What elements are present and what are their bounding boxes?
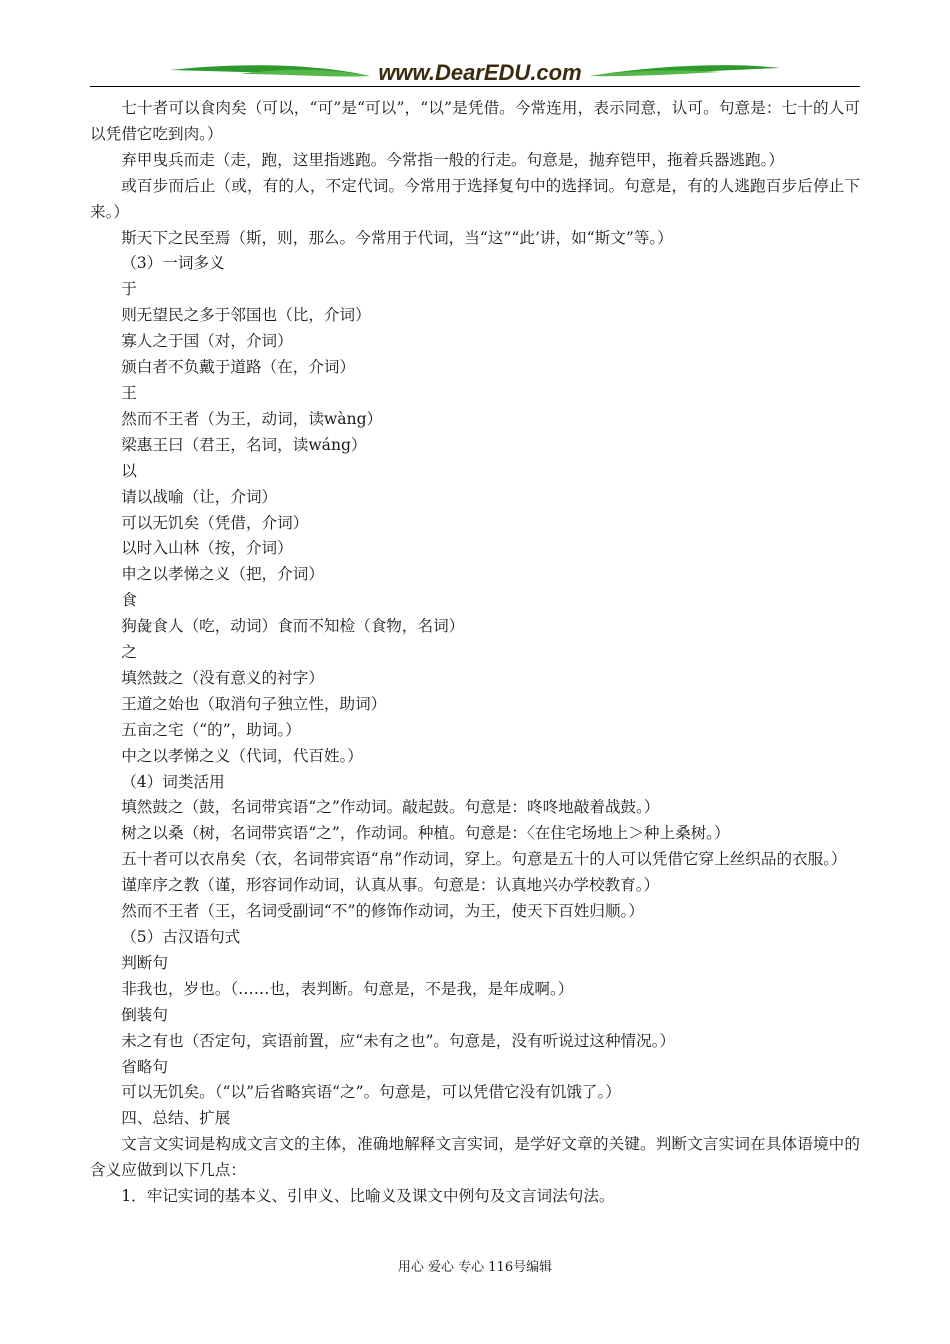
text-paragraph: 四、总结、扩展 [121,1109,231,1128]
leaf-swoosh-logo [90,56,860,90]
text-paragraph: 倒装句 [121,1005,168,1024]
text-paragraph: （5）古汉语句式 [121,928,241,946]
text-paragraph: （4）词类活用 [121,772,225,791]
header-divider [90,86,860,87]
text-paragraph: 颁白者不负戴于道路（在，介词） [121,358,356,377]
text-paragraph: 请以战喻（让，介词） [121,487,278,506]
text-paragraph: 五十者可以衣帛矣（衣，名词带宾语“帛”作动词，穿上。句意是五十的人可以凭借它穿上丝织品的衣服。） [121,850,847,869]
text-paragraph: 弃甲曳兵而走（走，跑，这里指逃跑。今常指一般的行走。句意是，抛弃铠甲，拖着兵器逃跑。） [121,150,784,169]
text-paragraph: 可以无饥矣（凭借，介词） [121,513,309,532]
logo-text: www.DearEDU.com [378,60,582,85]
text-paragraph: 填然鼓之（没有意义的衬字） [121,668,324,687]
text-paragraph: 之 [121,643,137,662]
text-paragraph: 狗彘食人（吃，动词）食而不知检（食物，名词） [121,617,465,636]
text-paragraph: 未之有也（否定句，宾语前置，应“未有之也”。句意是，没有听说过这种情况。） [121,1031,676,1050]
text-paragraph: 填然鼓之（鼓，名词带宾语“之”作动词。敲起鼓。句意是：咚咚地敲着战鼓。） [121,798,660,817]
text-paragraph: 1．牢记实词的基本义、引申义、比喻义及课文中例句及文言词法句法。 [121,1187,615,1206]
text-paragraph: 省略句 [121,1057,168,1076]
document-body [90,96,860,1210]
text-paragraph: 以 [121,461,137,480]
text-paragraph: 树之以桑（树，名词带宾语“之”，作动词。种植。句意是：〈在住宅场地上＞种上桑树。） [121,824,730,843]
text-paragraph: 梁惠王曰（君王，名词，读wáng） [121,435,367,454]
text-paragraph: 王 [121,383,137,402]
text-paragraph: 于 [121,280,137,299]
text-paragraph: 五亩之宅（“的”，助词。） [121,720,301,739]
text-paragraph: 则无望民之多于邻国也（比，介词） [121,306,371,325]
site-header-logo [90,56,860,90]
text-paragraph: 食 [121,591,137,610]
page-footer: 用心 爱心 专心 116号编辑 [397,1260,553,1275]
text-paragraph: 寡人之于国（对，介词） [121,332,293,351]
text-paragraph: 非我也，岁也。（……也，表判断。句意是，不是我，是年成啊。） [121,979,574,998]
text-paragraph: 谨庠序之教（谨，形容词作动词，认真从事。句意是：认真地兴办学校教育。） [121,876,660,895]
text-paragraph: 斯天下之民至焉（斯，则，那么。今常用于代词，当“这”“此’讲，如“斯文”等。） [121,228,673,247]
text-paragraph: 然而不王者（为王，动词，读wàng） [121,409,383,428]
text-paragraph: 判断句 [121,953,168,972]
text-paragraph: 申之以孝悌之义（把，介词） [121,565,324,584]
text-paragraph: 王道之始也（取消句子独立性，助词） [121,694,387,713]
text-paragraph: 然而不王者（王，名词受副词“不”的修饰作动词，为王，使天下百姓归顺。） [121,902,644,921]
text-paragraph: 七十者可以食肉矣（可以，“可”是“可以”，“以”是凭借。今常连用，表示同意，认可。句意是：七十的人可以凭借它吃到肉。） [90,99,860,143]
text-paragraph: 中之以孝悌之义（代词，代百姓。） [121,746,363,765]
text-paragraph: （3）一词多义 [121,254,225,273]
text-paragraph: 文言文实词是构成文言文的主体，准确地解释文言实词，是学好文章的关键。判断文言实词在具体语境中的含义应做到以下几点： [90,1135,860,1180]
text-paragraph: 或百步而后止（或，有的人，不定代词。今常用于选择复句中的选择词。句意是，有的人逃跑百步后停止下来。） [90,176,860,221]
text-paragraph: 可以无饥矣。（“以”后省略宾语“之”。句意是，可以凭借它没有饥饿了。） [121,1083,621,1102]
text-paragraph: 以时入山林（按，介词） [121,539,293,558]
